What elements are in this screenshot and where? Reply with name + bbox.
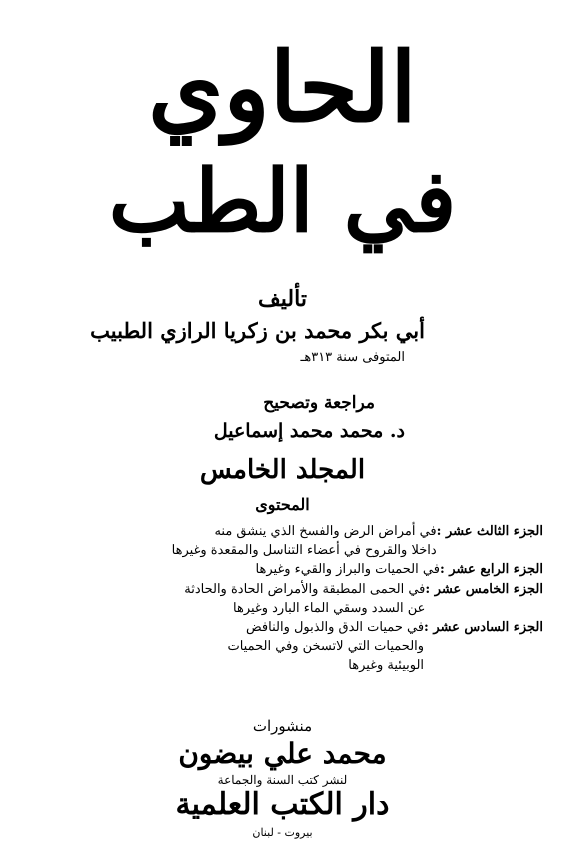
table-of-contents bbox=[123, 522, 543, 676]
toc-line: في حميات الدق والذبول والنافض bbox=[245, 620, 425, 636]
toc-description bbox=[123, 560, 440, 579]
toc-line: داخلا والقروح في أعضاء التناسل والمقعدة وغيرها bbox=[171, 543, 437, 559]
toc-entry bbox=[123, 522, 543, 560]
toc-part-label: الجزء السادس عشر : bbox=[424, 620, 543, 636]
book-title: الحاوي bbox=[148, 31, 417, 144]
contents-heading: المحتوى bbox=[255, 495, 310, 514]
toc-entry bbox=[123, 618, 543, 676]
review-label: مراجعة وتصحيح bbox=[263, 393, 375, 413]
publisher-name: محمد علي بيضون bbox=[178, 737, 387, 770]
toc-line: في الحميات والبراز والقيء وغيرها bbox=[255, 562, 440, 578]
toc-line: الوبيئية وغيرها bbox=[348, 658, 425, 674]
toc-part-label: الجزء الثالث عشر : bbox=[436, 524, 543, 539]
author-name: أبي بكر محمد بن زكريا الرازي الطبيب bbox=[90, 318, 425, 343]
authorship-label: تأليف bbox=[258, 286, 307, 312]
publisher-label: منشورات bbox=[252, 717, 313, 735]
book-subtitle: في الطب bbox=[108, 151, 457, 252]
toc-part-label: الجزء الخامس عشر : bbox=[425, 581, 543, 597]
toc-line: والحميات التي لاتسخن وفي الحميات bbox=[227, 639, 425, 655]
toc-description bbox=[123, 580, 425, 618]
toc-line: في الحمى المطبقة والأمراض الحادة والحادثة bbox=[184, 581, 426, 597]
toc-entry bbox=[123, 560, 543, 579]
publishing-house-logo: دار الكتب العلمية bbox=[175, 787, 390, 822]
toc-entry bbox=[123, 580, 543, 618]
toc-line: عن السدد وسقي الماء البارد وغيرها bbox=[233, 600, 426, 616]
toc-part-label: الجزء الرابع عشر : bbox=[439, 562, 543, 578]
toc-description bbox=[123, 522, 437, 560]
toc-description bbox=[123, 618, 424, 676]
toc-line: في أمراض الرض والفسخ الذي ينشق منه bbox=[214, 524, 437, 539]
volume-label: المجلد الخامس bbox=[199, 455, 366, 485]
author-death-date: المتوفى سنة ٣١٣هـ bbox=[300, 350, 405, 365]
publisher-location: بيروت - لبنان bbox=[252, 826, 313, 839]
publisher-tagline: لنشر كتب السنة والجماعة bbox=[217, 773, 348, 787]
reviewer-name: د. محمد محمد إسماعيل bbox=[213, 420, 405, 442]
